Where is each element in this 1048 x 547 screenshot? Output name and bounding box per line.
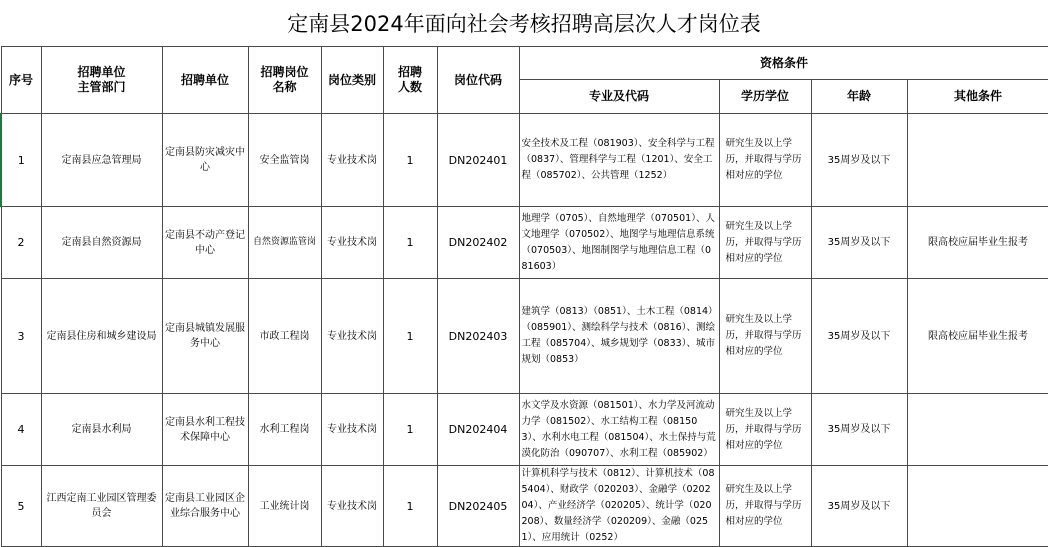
- cell-unit: 定南县水利工程技术保障中心: [162, 394, 248, 466]
- cell-unit: 定南县不动产登记中心: [162, 207, 248, 279]
- cell-major: 计算机科学与技术（0812）、计算机技术（085404）、财政学（020203）、金融学（020204）、产业经济学（020205）、统计学（020208）、数量经济学（020209）、金融（0251）、应用统计（0252）: [519, 466, 719, 547]
- cell-seq: 5: [1, 466, 41, 547]
- table-row: [1, 279, 1048, 394]
- cell-unit: 定南县防灾减灾中心: [162, 114, 248, 207]
- page-title: 定南县2024年面向社会考核招聘高层次人才岗位表: [287, 12, 761, 36]
- table-row: [1, 114, 1048, 207]
- cell-other: 限高校应届毕业生报考: [907, 279, 1048, 394]
- table-row: [1, 394, 1048, 466]
- cell-age: 35周岁及以下: [811, 207, 907, 279]
- cell-count: 1: [383, 279, 437, 394]
- header-post: [248, 47, 321, 114]
- cell-code: DN202403: [437, 279, 519, 394]
- cell-seq: 4: [1, 394, 41, 466]
- header-dept: [41, 47, 162, 114]
- header-education: 学历学位: [719, 80, 811, 114]
- cell-code: DN202402: [437, 207, 519, 279]
- header-row-1: [1, 47, 1048, 80]
- header-code: 岗位代码: [437, 47, 519, 114]
- cell-post: 水利工程岗: [248, 394, 321, 466]
- header-major: 专业及代码: [519, 80, 719, 114]
- cell-category: 专业技术岗: [321, 279, 383, 394]
- cell-dept: 定南县自然资源局: [41, 207, 162, 279]
- cell-unit: 定南县工业园区企业综合服务中心: [162, 466, 248, 547]
- header-age: 年龄: [811, 80, 907, 114]
- cell-major: 安全技术及工程（081903）、安全科学与工程（0837）、管理科学与工程（1201）、安全工程（085702）、公共管理（1252）: [519, 114, 719, 207]
- cell-education: 研究生及以上学历，并取得与学历相对应的学位: [719, 394, 811, 466]
- cell-code: DN202405: [437, 466, 519, 547]
- cell-major: 建筑学（0813）（0851）、土木工程（0814）（085901）、测绘科学与技术（0816）、测绘工程（085704）、城乡规划学（0833）、城市规划（0853）: [519, 279, 719, 394]
- cell-dept: 定南县水利局: [41, 394, 162, 466]
- cell-unit: 定南县城镇发展服务中心: [162, 279, 248, 394]
- cell-other: 限高校应届毕业生报考: [907, 207, 1048, 279]
- cell-age: 35周岁及以下: [811, 114, 907, 207]
- cell-dept: 定南县应急管理局: [41, 114, 162, 207]
- cell-category: 专业技术岗: [321, 114, 383, 207]
- header-dept-line2: 主管部门: [77, 80, 126, 94]
- cell-other: [907, 394, 1048, 466]
- header-count-line1: 招聘: [397, 65, 422, 79]
- cell-post: 市政工程岗: [248, 279, 321, 394]
- table-row: [1, 466, 1048, 547]
- cell-major: 地理学（0705）、自然地理学（070501）、人文地理学（070502）、地图学与地理信息系统（070503）、地图制图学与地理信息工程（081603）: [519, 207, 719, 279]
- cell-age: 35周岁及以下: [811, 279, 907, 394]
- cell-category: 专业技术岗: [321, 394, 383, 466]
- cell-education: 研究生及以上学历，并取得与学历相对应的学位: [719, 114, 811, 207]
- cell-code: DN202404: [437, 394, 519, 466]
- header-qualifications: 资格条件: [519, 47, 1048, 80]
- header-dept-line1: 招聘单位: [77, 65, 126, 79]
- cell-dept: 江西定南工业园区管理委员会: [41, 466, 162, 547]
- header-category: 岗位类别: [321, 47, 383, 114]
- cell-seq: 1: [1, 114, 41, 207]
- positions-table: [0, 46, 1048, 547]
- cell-other: [907, 114, 1048, 207]
- cell-seq: 2: [1, 207, 41, 279]
- cell-other: [907, 466, 1048, 547]
- header-other: 其他条件: [907, 80, 1048, 114]
- cell-age: 35周岁及以下: [811, 466, 907, 547]
- header-post-line1: 招聘岗位: [260, 65, 309, 79]
- cell-count: 1: [383, 394, 437, 466]
- cell-category: 专业技术岗: [321, 207, 383, 279]
- cell-post: 安全监管岗: [248, 114, 321, 207]
- cell-dept: 定南县住房和城乡建设局: [41, 279, 162, 394]
- cell-category: 专业技术岗: [321, 466, 383, 547]
- cell-post: 工业统计岗: [248, 466, 321, 547]
- cell-post: 自然资源监管岗: [248, 207, 321, 279]
- cell-count: 1: [383, 466, 437, 547]
- cell-major: 水文学及水资源（081501）、水力学及河流动力学（081502）、水工结构工程（081503）、水利水电工程（081504）、水土保持与荒漠化防治（090707）、水利工程（085902）: [519, 394, 719, 466]
- cell-count: 1: [383, 207, 437, 279]
- cell-education: 研究生及以上学历，并取得与学历相对应的学位: [719, 279, 811, 394]
- cell-age: 35周岁及以下: [811, 394, 907, 466]
- cell-education: 研究生及以上学历，并取得与学历相对应的学位: [719, 466, 811, 547]
- cell-seq: 3: [1, 279, 41, 394]
- header-seq: 序号: [1, 47, 41, 114]
- header-post-line2: 名称: [272, 80, 297, 94]
- header-unit: 招聘单位: [162, 47, 248, 114]
- cell-education: 研究生及以上学历，并取得与学历相对应的学位: [719, 207, 811, 279]
- cell-code: DN202401: [437, 114, 519, 207]
- cell-count: 1: [383, 114, 437, 207]
- header-count-line2: 人数: [397, 80, 422, 94]
- header-count: [383, 47, 437, 114]
- table-row: [1, 207, 1048, 279]
